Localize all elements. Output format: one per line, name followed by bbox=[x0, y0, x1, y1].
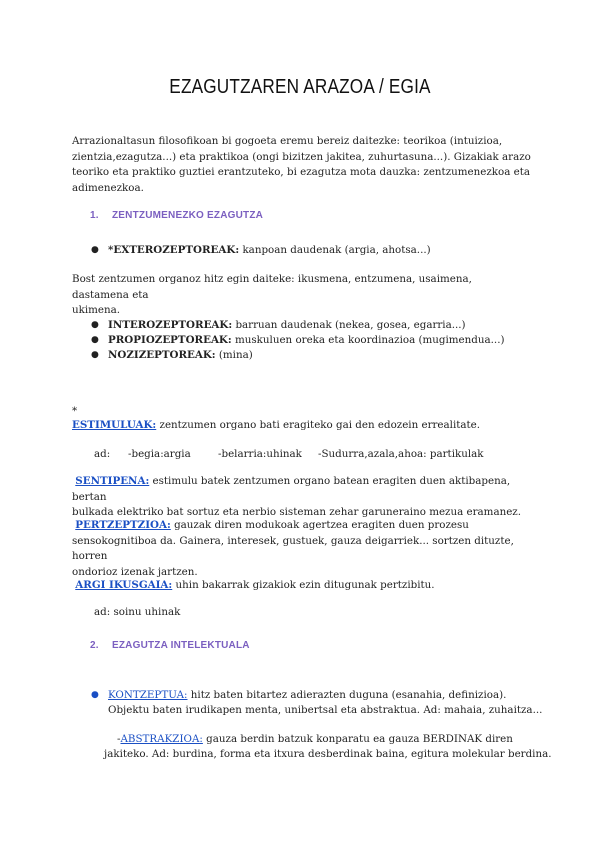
term-description: kanpoan daudenak (argia, ahotsa...) bbox=[242, 244, 431, 256]
bullet-icon: ● bbox=[91, 245, 99, 255]
term: PROPIOZEPTOREAK: bbox=[108, 334, 232, 346]
pertzeptzioa-line: sensokognitiboa da. Gainera, interesek, gustuek, gauza deigarriek... sortzen dituzte, horren bbox=[72, 534, 514, 562]
bullet-icon: ● bbox=[91, 690, 99, 700]
section-label: EZAGUTZA INTELEKTUALA bbox=[112, 640, 250, 651]
abstrakzioa-line: gauza berdin batzuk konparatu ea gauza BERDINAK diren bbox=[206, 733, 513, 745]
intro-line: Arrazionaltasun filosofikoan bi gogoeta eremu bereiz daitezke: teorikoa (intuizioa, bbox=[72, 135, 503, 147]
intro-line: zientzia,ezagutza...) eta praktikoa (ongi bizitzen jakitea, zuhurtasuna...). Gizakiak arazo bbox=[72, 150, 531, 163]
senses-line: ukimena. bbox=[72, 304, 121, 316]
example-2: -belarria:uhinak bbox=[218, 448, 302, 460]
term-description: barruan daudenak (nekea, gosea, egarria...) bbox=[235, 319, 466, 331]
abstrakzioa-line-2: jakiteko. Ad: burdina, forma eta itxura desberdinak baina, egitura molekular berdina. bbox=[104, 748, 552, 760]
pertzeptzioa-line: gauzak diren modukoak agertzea eragiten duen prozesu bbox=[174, 519, 469, 531]
argi-ikusgaia-definition bbox=[72, 578, 532, 594]
sentipena-line: estimulu batek zentzumen organo batean eragiten duen aktibapena, bertan bbox=[72, 475, 511, 503]
estimuluak-definition bbox=[72, 418, 532, 434]
term: NOZIZEPTOREAK: bbox=[108, 349, 216, 361]
argi-ikusgaia-link[interactable]: ARGI IKUSGAIA: bbox=[75, 579, 173, 591]
argi-ikusgaia-description: uhin bakarrak gizakiok ezin ditugunak pertzibitu. bbox=[175, 579, 435, 591]
kontzeptua-line: hitz baten bitartez adierazten duguna (esanahia, definizioa). bbox=[190, 689, 507, 701]
term-description: (mina) bbox=[218, 349, 253, 361]
senses-line: Bost zentzumen organoz hitz egin daiteke: ikusmena, entzumena, usaimena, dastamena eta bbox=[72, 273, 472, 301]
asterisk-mark: * bbox=[72, 405, 78, 417]
pertzeptzioa-link[interactable]: PERTZEPTZIOA: bbox=[75, 519, 171, 531]
term: *EXTEROZEPTOREAK: bbox=[108, 244, 240, 256]
pertzeptzioa-definition bbox=[72, 518, 532, 580]
term: INTEROZEPTOREAK: bbox=[108, 319, 233, 331]
section-number: 1. bbox=[90, 210, 99, 221]
senses-paragraph bbox=[72, 272, 532, 319]
term-description: muskuluen oreka eta koordinazioa (mugimendua...) bbox=[234, 334, 505, 346]
intro-line: teoriko eta praktiko guztiei erantzuteko, bi ezagutza mota dauzka: zentzumenezkoa eta bbox=[72, 166, 530, 178]
section-number: 2. bbox=[90, 640, 99, 651]
bullet-icon: ● bbox=[91, 320, 99, 330]
dash-mark: - bbox=[117, 733, 121, 745]
section-heading-2 bbox=[90, 640, 250, 651]
intro-paragraph bbox=[72, 134, 532, 196]
page-title: EZAGUTZAREN ARAZOA / EGIA bbox=[169, 76, 431, 98]
abstrakzioa-link[interactable]: ABSTRAKZIOA: bbox=[120, 733, 203, 745]
sentipena-line: bulkada elektriko bat sortuz eta nerbio sisteman zehar garuneraino mezua eramanez. bbox=[72, 506, 522, 518]
soinu-example: ad: soinu uhinak bbox=[94, 606, 181, 618]
bullet-icon: ● bbox=[91, 335, 99, 345]
kontzeptua-link[interactable]: KONTZEPTUA: bbox=[108, 689, 188, 701]
section-label: ZENTZUMENEZKO EZAGUTZA bbox=[112, 210, 264, 221]
pertzeptzioa-line: ondorioz izenak jartzen. bbox=[72, 565, 198, 578]
kontzeptua-line-2: Objektu baten irudikapen menta, unibertsal eta abstraktua. Ad: mahaia, zuhaitza... bbox=[108, 704, 543, 716]
examples-ad: ad: bbox=[94, 448, 111, 460]
example-1: -begia:argia bbox=[128, 448, 191, 460]
sentipena-definition bbox=[72, 474, 532, 521]
estimuluak-description: zentzumen organo bati eragiteko gai den edozein errealitate. bbox=[159, 419, 481, 431]
abstrakzioa-definition bbox=[117, 732, 513, 748]
estimuluak-link[interactable]: ESTIMULUAK: bbox=[72, 419, 157, 431]
section-heading-1 bbox=[90, 210, 263, 221]
sentipena-link[interactable]: SENTIPENA: bbox=[75, 475, 150, 487]
bullet-icon: ● bbox=[91, 350, 99, 360]
intro-line: adimenezkoa. bbox=[72, 181, 144, 194]
example-3: -Sudurra,azala,ahoa: partikulak bbox=[318, 448, 484, 460]
